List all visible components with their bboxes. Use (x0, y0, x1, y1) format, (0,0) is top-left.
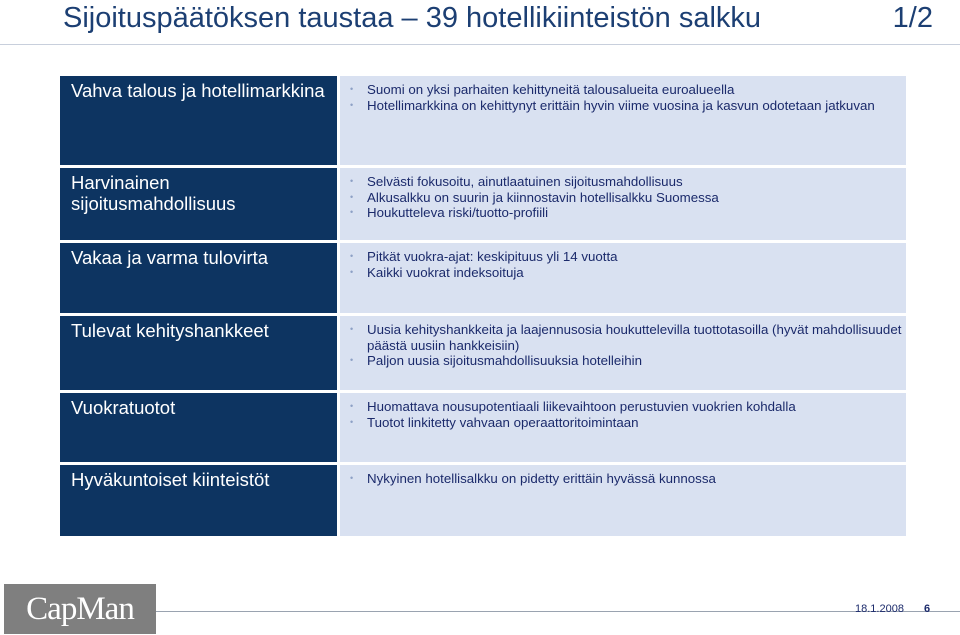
bullet-text: Suomi on yksi parhaiten kehittyneitä talousalueita euroalueella (367, 82, 735, 97)
bullet-dot-icon: • (350, 176, 354, 186)
footer-divider (156, 611, 960, 612)
bullet-item (350, 399, 906, 415)
bullet-dot-icon: • (350, 251, 354, 261)
row-label: Harvinainen sijoitusmahdollisuus (60, 168, 337, 240)
bullet-text: Selvästi fokusoitu, ainutlaatuinen sijoitusmahdollisuus (367, 174, 683, 189)
bullet-text: Uusia kehityshankkeita ja laajennusosia houkuttelevilla tuottotasoilla (hyvät mahdollisuudet päästä uusiin hankkeisiin) (367, 322, 902, 353)
bullet-item (350, 353, 906, 369)
table-row (60, 393, 906, 462)
table-row (60, 316, 906, 390)
row-content (340, 316, 906, 390)
bullet-dot-icon: • (350, 473, 354, 483)
footer-page-number: 6 (924, 603, 931, 615)
bullet-item (350, 415, 906, 431)
bullet-text: Kaikki vuokrat indeksoituja (367, 264, 524, 280)
bullet-item (350, 205, 906, 221)
bullet-list (350, 399, 906, 430)
bullet-text: Pitkät vuokra-ajat: keskipituus yli 14 vuotta (367, 249, 618, 264)
bullet-list (350, 471, 906, 487)
bullet-item (350, 471, 906, 487)
slide-title (63, 0, 933, 36)
bullet-list (350, 174, 906, 221)
table-row (60, 168, 906, 240)
row-content (340, 393, 906, 462)
bullet-dot-icon: • (350, 207, 354, 217)
bullet-item (350, 174, 906, 190)
row-label: Tulevat kehityshankkeet (60, 316, 337, 390)
row-label: Vakaa ja varma tulovirta (60, 243, 337, 313)
row-content (340, 243, 906, 313)
bullet-item (350, 98, 906, 114)
table-row (60, 465, 906, 536)
bullet-list (350, 82, 906, 113)
page-indicator: 1/2 (892, 2, 933, 34)
row-label: Hyväkuntoiset kiinteistöt (60, 465, 337, 536)
bullet-dot-icon: • (350, 355, 354, 365)
bullet-dot-icon: • (350, 266, 354, 277)
bullet-item (350, 249, 906, 265)
bullet-text: Tuotot linkitetty vahvaan operaattoritoimintaan (367, 414, 639, 430)
row-label: Vahva talous ja hotellimarkkina (60, 76, 337, 165)
bullet-text: Hotellimarkkina on kehittynyt erittäin hyvin viime vuosina ja kasvun odotetaan jatkuvan (367, 97, 875, 113)
row-content (340, 465, 906, 536)
row-content (340, 168, 906, 240)
bullet-dot-icon: • (350, 324, 354, 334)
slide-footer (0, 584, 960, 635)
bullet-dot-icon: • (350, 84, 354, 94)
table-row (60, 76, 906, 165)
row-content (340, 76, 906, 165)
footer-date: 18.1.2008 (855, 603, 904, 615)
bullet-item (350, 82, 906, 98)
bullet-text: Paljon uusia sijoitusmahdollisuuksia hotelleihin (367, 353, 642, 368)
bullet-item (350, 190, 906, 206)
bullet-text: Alkusalkku on suurin ja kiinnostavin hotellisalkku Suomessa (367, 189, 719, 205)
bullet-item (350, 322, 906, 353)
bullet-list (350, 249, 906, 280)
capman-logo: CapMan (4, 584, 156, 634)
bullet-text: Huomattava nousupotentiaali liikevaihtoon perustuvien vuokrien kohdalla (367, 399, 796, 414)
bullet-text: Nykyinen hotellisalkku on pidetty erittäin hyvässä kunnossa (367, 471, 716, 486)
bullet-text: Houkutteleva riski/tuotto-profiili (367, 205, 549, 220)
bullet-list (350, 322, 906, 369)
table-row (60, 243, 906, 313)
bullet-item (350, 265, 906, 281)
row-label: Vuokratuotot (60, 393, 337, 462)
bullet-dot-icon: • (350, 416, 354, 427)
bullet-dot-icon: • (350, 191, 354, 202)
title-divider (0, 44, 960, 45)
bullet-dot-icon: • (350, 401, 354, 411)
slide-title-text: Sijoituspäätöksen taustaa – 39 hotellikiinteistön salkku (63, 2, 762, 34)
bullet-dot-icon: • (350, 99, 354, 110)
